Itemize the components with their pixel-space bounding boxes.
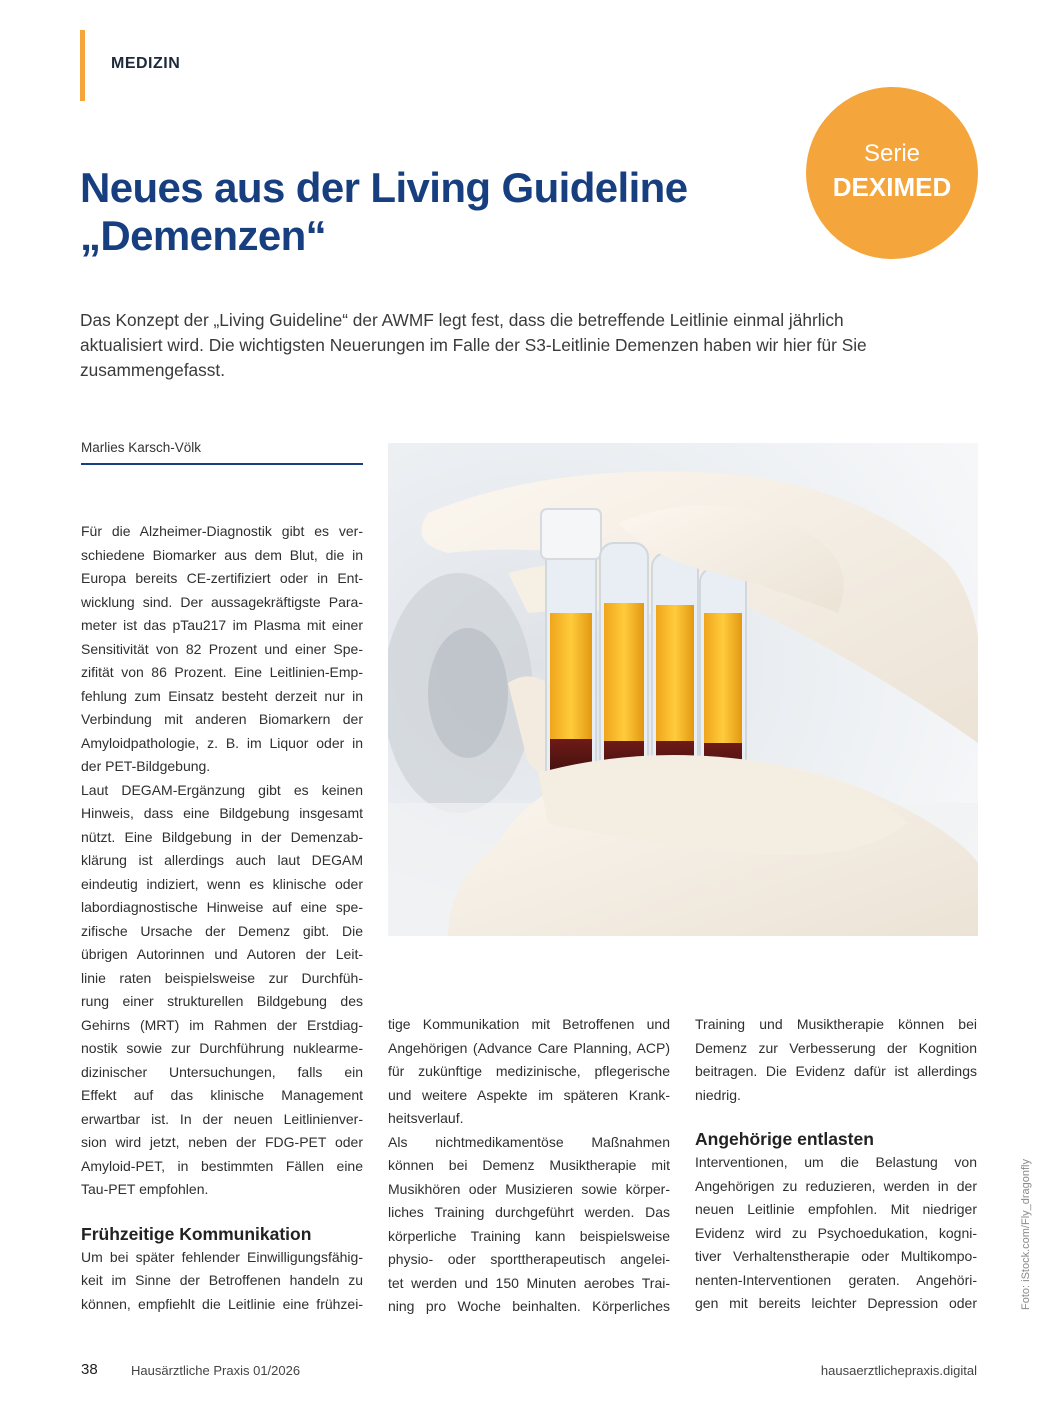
section-label: MEDIZIN xyxy=(111,55,181,72)
text-line: der PET-Bildgebung. xyxy=(81,758,211,774)
page-number: 38 xyxy=(81,1361,98,1378)
article-photo xyxy=(388,443,978,936)
text-line: heitsverlauf. xyxy=(388,1110,464,1126)
text-line: können, empfiehlt die Leitlinie eine frühzei- xyxy=(81,1295,363,1312)
series-badge-line2: DEXIMED xyxy=(832,172,952,202)
text-line: übrigen Autorinnen und Autoren der Leit- xyxy=(81,946,363,962)
text-line: zifische Ursache der Demenz gibt. Die xyxy=(81,922,363,939)
magazine-issue: Hausärztliche Praxis 01/2026 xyxy=(131,1363,301,1378)
text-line: gen mit bereits leichter Depression oder xyxy=(695,1295,977,1311)
text-line: klärung ist allerdings auch laut DEGAM xyxy=(81,852,363,868)
text-line: Amyloid-PET, in bestimmten Fällen eine xyxy=(81,1157,363,1174)
text-line: zifität von 86 Prozent. Eine Leitlinien-Emp- xyxy=(81,664,363,680)
lead-line: zusammengefasst. xyxy=(80,360,226,380)
paragraph xyxy=(81,520,363,779)
text-line: wicklung sind. Der aussagekräftigste Para- xyxy=(81,593,363,610)
section-accent-bar xyxy=(80,30,85,101)
text-line: keit im Sinne der Betroffenen handeln zu xyxy=(81,1272,363,1288)
text-line: labordiagnostische Hinweise auf eine spe- xyxy=(81,899,363,915)
text-line: physio- oder sporttherapeutisch angelei- xyxy=(388,1251,670,1267)
text-line: nützt. Eine Bildgebung in der Demenzab- xyxy=(81,828,363,845)
author-underline xyxy=(81,463,363,465)
text-line: Hinweis, dass eine Bildgebung insgesamt xyxy=(81,805,363,821)
article-title xyxy=(80,164,800,260)
text-line: niedrig. xyxy=(695,1086,741,1103)
text-line: fehlung zum Einsatz besteht derzeit nur in xyxy=(81,687,363,704)
text-line: meter ist das pTau217 im Plasma mit einer xyxy=(81,617,363,633)
paragraph xyxy=(695,1151,977,1316)
text-line: eindeutig indiziert, wenn es klinische oder xyxy=(81,875,363,892)
text-line: können bei Demenz Musiktherapie mit xyxy=(388,1157,670,1173)
text-line: Training und Musiktherapie können bei xyxy=(695,1016,977,1032)
text-line: tiver Verhaltenstherapie oder Multikompo- xyxy=(695,1248,977,1264)
article-lead xyxy=(80,308,980,383)
article-title-line: „Demenzen“ xyxy=(80,212,327,259)
text-line: Effekt auf das klinische Management xyxy=(81,1087,363,1103)
text-line: Europa bereits CE-zertifiziert oder in Ent- xyxy=(81,570,363,586)
text-line: tige Kommunikation mit Betroffenen und xyxy=(388,1016,670,1032)
paragraph xyxy=(81,1246,363,1317)
lead-line: Das Konzept der „Living Guideline“ der AWMF legt fest, dass die betreffende Leitlinie einmal jährlich xyxy=(80,310,844,330)
magazine-url: hausaerztlichepraxis.digital xyxy=(820,1363,977,1378)
text-line: Musikhören oder Musizieren sowie körper- xyxy=(388,1180,670,1197)
lead-line: aktualisiert wird. Die wichtigsten Neuerungen im Falle der S3-Leitlinie Demenzen haben wir hier für Sie xyxy=(80,335,867,355)
text-line: Verbindung mit anderen Biomarkern der xyxy=(81,711,363,727)
text-line: für zukünftige medizinische, pflegerische xyxy=(388,1063,670,1079)
text-line: dizinischer Untersuchungen, falls ein xyxy=(81,1063,363,1080)
text-line: rung einer strukturellen Bildgebung des xyxy=(81,993,363,1009)
text-line: erwartbar ist. In der neuen Leitlinienver- xyxy=(81,1110,363,1127)
text-line: Evidenz wird zu Psychoedukation, kogni- xyxy=(695,1224,977,1241)
text-line: sion wird jetzt, neben der FDG-PET oder xyxy=(81,1134,363,1150)
series-badge-line1: Serie xyxy=(863,140,921,167)
text-line: liches Training durchgeführt werden. Das xyxy=(388,1204,670,1220)
text-line: Um bei später fehlender Einwilligungsfähig- xyxy=(81,1248,363,1265)
text-line: Amyloidpathologie, z. B. im Liquor oder in xyxy=(81,734,363,751)
text-line: und weitere Aspekte im späteren Krank- xyxy=(388,1086,670,1103)
text-line: Für die Alzheimer-Diagnostik gibt es ver- xyxy=(81,523,363,539)
author-name: Marlies Karsch-Völk xyxy=(81,440,202,455)
text-line: körperliche Training kann beispielsweise xyxy=(388,1227,670,1244)
text-line: neuen Leitlinie empfohlen. Mit niedriger xyxy=(695,1201,977,1217)
text-line: linie raten beispielsweise zur Durchfüh- xyxy=(81,969,363,986)
article-title-line: Neues aus der Living Guideline xyxy=(80,164,688,211)
text-line: nenten-Interventionen geraten. Angehöri- xyxy=(695,1271,977,1288)
text-line: Angehörigen zu reduzieren, werden in der xyxy=(695,1177,977,1194)
series-badge xyxy=(806,87,978,259)
text-line: Sensitivität von 82 Prozent und einer Spe- xyxy=(81,640,363,657)
text-line: Als nichtmedikamentöse Maßnahmen xyxy=(388,1133,670,1150)
text-line: tet werden und 150 Minuten aerobes Trai- xyxy=(388,1274,670,1291)
text-line: Interventionen, um die Belastung von xyxy=(695,1154,977,1170)
text-column-2 xyxy=(388,1013,670,1319)
text-line: Tau-PET empfohlen. xyxy=(81,1181,209,1197)
text-line: beitragen. Die Evidenz dafür ist allerdings xyxy=(695,1063,977,1079)
text-line: Demenz zur Verbesserung der Kognition xyxy=(695,1039,977,1056)
text-line: Laut DEGAM-Ergänzung gibt es keinen xyxy=(81,781,363,798)
section-heading: Angehörige entlasten xyxy=(695,1129,874,1149)
paragraph xyxy=(388,1013,670,1131)
text-line: schiedene Biomarker aus dem Blut, die in xyxy=(81,546,363,563)
paragraph xyxy=(388,1131,670,1319)
paragraph xyxy=(695,1013,977,1107)
text-line: ning pro Woche beinhalten. Körperliches xyxy=(388,1298,670,1314)
text-line: Angehörigen (Advance Care Planning, ACP) xyxy=(388,1039,670,1056)
section-heading: Frühzeitige Kommunikation xyxy=(81,1223,312,1244)
text-line: Gehirns (MRT) im Rahmen der Erstdiag- xyxy=(81,1016,363,1033)
text-column-3 xyxy=(695,1013,977,1316)
blood-tubes-illustration xyxy=(388,443,978,936)
photo-credit: Foto: iStock.com/Fly_dragonfly xyxy=(1020,1158,1032,1310)
paragraph xyxy=(81,779,363,1202)
text-column-1 xyxy=(81,520,363,1316)
text-line: nostik sowie zur Durchführung nuklearme- xyxy=(81,1040,363,1056)
